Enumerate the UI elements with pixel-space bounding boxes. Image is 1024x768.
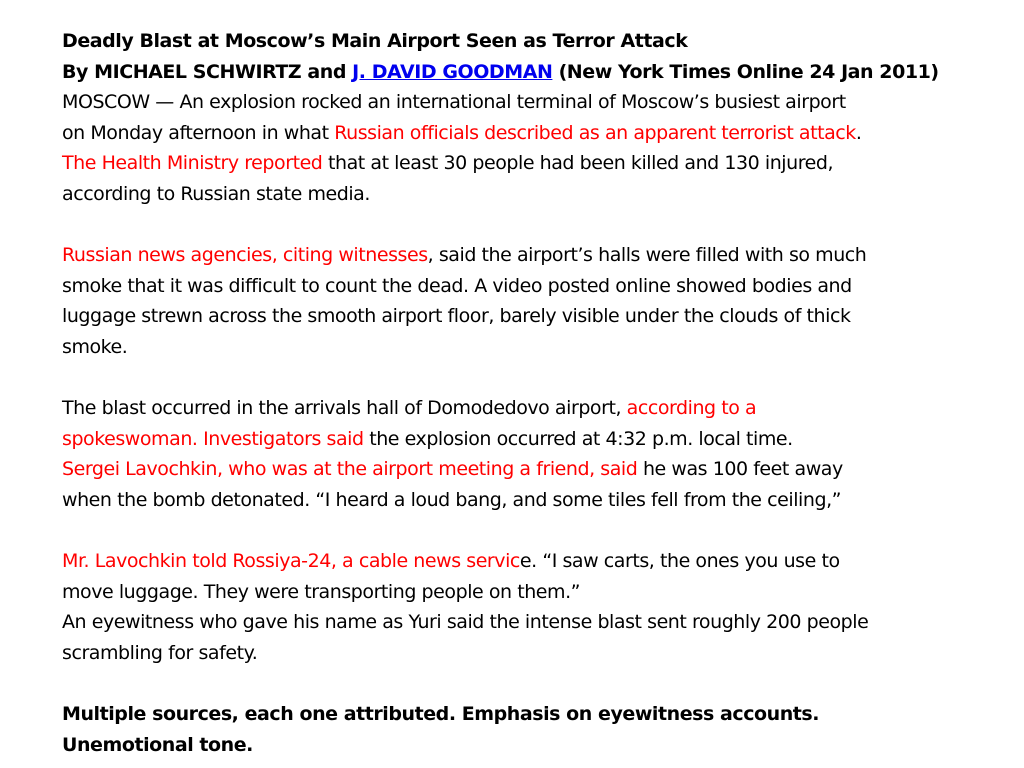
p4-line-1 (62, 546, 1004, 577)
p3-line-3-text: he was 100 feet away (637, 458, 843, 481)
p3-line-2 (62, 424, 1004, 455)
p1-line-4: according to Russian state media. (62, 182, 370, 205)
author-link[interactable]: J. DAVID GOODMAN (352, 60, 553, 83)
p2-line-3: luggage strewn across the smooth airport floor, barely visible under the clouds of thick (62, 305, 851, 328)
p2-line-1-text: , said the airport’s halls were filled with so much (427, 244, 867, 267)
byline (62, 57, 1004, 88)
p4-highlight-rossiya: Mr. Lavochkin told Rossiya-24, a cable news servic (62, 550, 520, 573)
p1-line-2-text: on Monday afternoon in what (62, 121, 335, 144)
headline: Deadly Blast at Moscow’s Main Airport Seen as Terror Attack (62, 30, 688, 52)
p2-highlight-agencies: Russian news agencies, citing witnesses (62, 244, 428, 267)
p2-line-1 (62, 240, 1004, 271)
paragraph-spacer (62, 668, 1004, 699)
paragraph-spacer (62, 516, 1004, 547)
p4-line-4: scrambling for safety. (62, 641, 258, 664)
p3-highlight-lavochkin: Sergei Lavochkin, who was at the airport meeting a friend, said (62, 458, 638, 481)
p2-line-4: smoke. (62, 335, 128, 358)
p1-highlight-ministry: The Health Ministry reported (62, 152, 323, 175)
p3-highlight-spokeswoman-start: according to a (626, 397, 757, 420)
p3-line-3 (62, 454, 1004, 485)
byline-suffix: (New York Times Online 24 Jan 2011) (552, 60, 939, 83)
p3-line-1 (62, 393, 1004, 424)
p4-line-1-text: e. “I saw carts, the ones you use to (519, 550, 840, 573)
paragraph-spacer (62, 210, 1004, 241)
commentary-line-2: Unemotional tone. (62, 733, 253, 756)
p2-line-2: smoke that it was difficult to count the dead. A video posted online showed bodies and (62, 274, 852, 297)
paragraph-spacer (62, 363, 1004, 394)
p1-line-1: MOSCOW — An explosion rocked an international terminal of Moscow’s busiest airport (62, 91, 846, 114)
p3-line-4: when the bomb detonated. “I heard a loud bang, and some tiles fell from the ceiling,” (62, 488, 842, 511)
p1-line-3-text: that at least 30 people had been killed and 130 injured, (322, 152, 834, 175)
p1-highlight-officials: Russian officials described as an apparent terrorist attack (334, 121, 856, 144)
byline-prefix: By MICHAEL SCHWIRTZ and (62, 60, 353, 83)
p3-line-2-text: the explosion occurred at 4:32 p.m. local time. (363, 427, 793, 450)
p1-line-3 (62, 148, 1004, 179)
p3-highlight-investigators: spokeswoman. Investigators said (62, 427, 364, 450)
p4-line-2: move luggage. They were transporting people on them.” (62, 580, 581, 603)
p4-line-3: An eyewitness who gave his name as Yuri said the intense blast sent roughly 200 people (62, 611, 869, 634)
p1-line-2 (62, 118, 1004, 149)
p3-line-1-text: The blast occurred in the arrivals hall of Domodedovo airport, (62, 397, 627, 420)
p1-line-2-end: . (855, 121, 862, 144)
commentary-line-1: Multiple sources, each one attributed. Emphasis on eyewitness accounts. (62, 703, 820, 726)
